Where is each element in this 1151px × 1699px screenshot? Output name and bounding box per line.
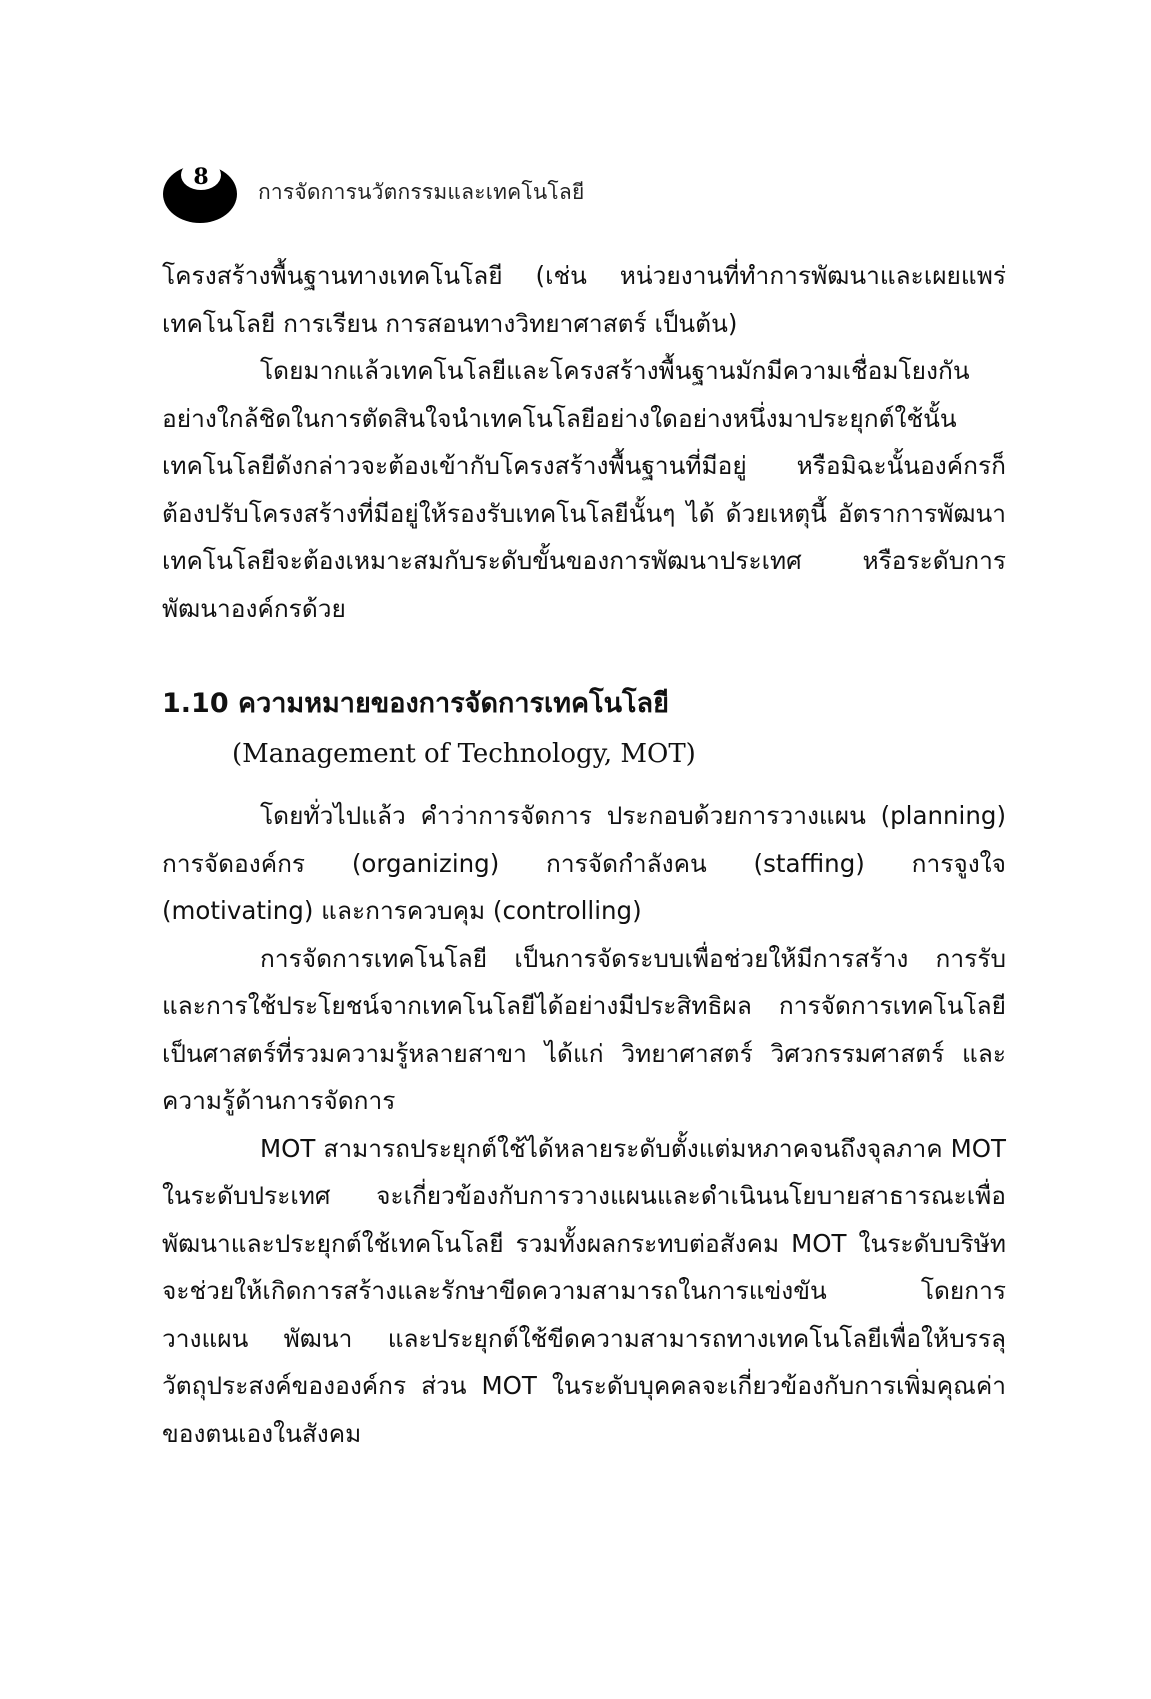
paragraph-intro-2: โดยมากแล้วเทคโนโลยีและโครงสร้างพื้นฐานมักมีความเชื่อมโยงกันอย่างใกล้ชิดในการตัดสินใจนำเทคโนโลยีอย่างใดอย่างหนึ่งมาประยุกต์ใช้นั้น เทคโนโลยีดังกล่าวจะต้องเข้ากับโครงสร้างพื้นฐานที่มีอยู่ หรือมิฉะนั้นองค์กรก็ต้องปรับโครงสร้างที่มีอยู่ให้รองรับเทคโนโลยีนั้นๆ ได้ ด้วยเหตุนี้ อัตราการพัฒนาเทคโนโลยีจะต้องเหมาะสมกับระดับขั้นของการพัฒนาประเทศ หรือระดับการพัฒนาองค์กรด้วย xyxy=(162,356,1006,623)
paragraph-section-1: โดยทั่วไปแล้ว คำว่าการจัดการ ประกอบด้วยการวางแผน (planning) การจัดองค์กร (organizing) การจัดกำลังคน (staffing) การจูงใจ (motivating) และการควบคุม (controlling) xyxy=(162,801,1006,925)
section-text xyxy=(162,792,1006,1457)
page-number: 8 xyxy=(193,164,209,190)
paragraph-intro-1: โครงสร้างพื้นฐานทางเทคโนโลยี (เช่น หน่วยงานที่ทำการพัฒนาและเผยแพร่เทคโนโลยี การเรียน การสอนทางวิทยาศาสตร์ เป็นต้น) xyxy=(162,261,1006,338)
page-number-badge xyxy=(162,158,240,224)
running-title: การจัดการนวัตกรรมและเทคโนโลยี xyxy=(258,180,585,204)
section-heading: 1.10 ความหมายของการจัดการเทคโนโลยี xyxy=(162,688,669,719)
section-subheading: (Management of Technology, MOT) xyxy=(232,739,696,769)
paragraph-section-2: การจัดการเทคโนโลยี เป็นการจัดระบบเพื่อช่วยให้มีการสร้าง การรับ และการใช้ประโยชน์จากเทคโนโลยีได้อย่างมีประสิทธิผล การจัดการเทคโนโลยีเป็นศาสตร์ที่รวมความรู้หลายสาขา ได้แก่ วิทยาศาสตร์ วิศวกรรมศาสตร์ และความรู้ด้านการจัดการ xyxy=(162,943,1006,1115)
intro-text xyxy=(162,252,1006,632)
page-header xyxy=(162,158,1002,228)
paragraph-section-3: MOT สามารถประยุกต์ใช้ได้หลายระดับตั้งแต่มหภาคจนถึงจุลภาค MOT ในระดับประเทศ จะเกี่ยวข้องกับการวางแผนและดำเนินนโยบายสาธารณะเพื่อพัฒนาและประยุกต์ใช้เทคโนโลยี รวมทั้งผลกระทบต่อสังคม MOT ในระดับบริษัทจะช่วยให้เกิดการสร้างและรักษาขีดความสามารถในการแข่งขัน โดยการวางแผน พัฒนา และประยุกต์ใช้ขีดความสามารถทางเทคโนโลยีเพื่อให้บรรลุวัตถุประสงค์ขององค์กร ส่วน MOT ในระดับบุคคลจะเกี่ยวข้องกับการเพิ่มคุณค่าของตนเองในสังคม xyxy=(162,1133,1006,1448)
